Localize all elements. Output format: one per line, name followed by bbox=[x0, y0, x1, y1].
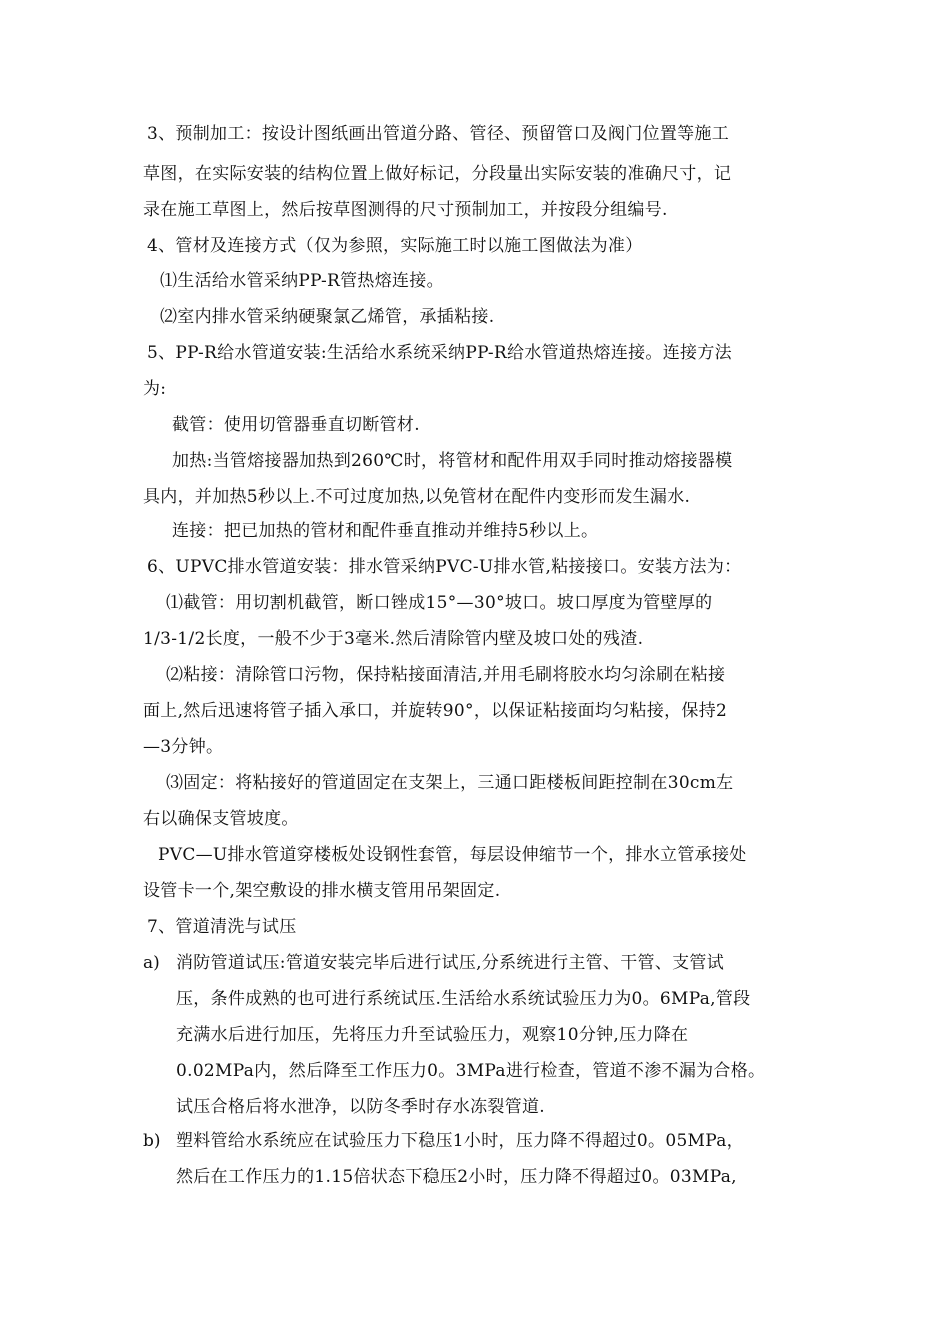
text-line: ⑵粘接：清除管口污物，保持粘接面清洁,并用毛刷将胶水均匀涂刷在粘接 bbox=[166, 665, 726, 685]
text-line: 4、管材及连接方式（仅为参照，实际施工时以施工图做法为准） bbox=[147, 236, 643, 256]
text-line: 右以确保支管坡度。 bbox=[143, 809, 299, 829]
text-line: 7、管道清洗与试压 bbox=[147, 917, 297, 937]
text-line: 截管：使用切管器垂直切断管材. bbox=[172, 415, 420, 435]
text-line: ⑴生活给水管采纳PP-R管热熔连接。 bbox=[160, 271, 444, 291]
text-line: 0.02MPa内，然后降至工作压力0。3MPa进行检查，管道不渗不漏为合格。 bbox=[176, 1061, 766, 1081]
list-marker-a: a) bbox=[143, 953, 160, 973]
text-line: —3分钟。 bbox=[143, 737, 224, 757]
text-line: 1/3-1/2长度，一般不少于3毫米.然后清除管内壁及坡口处的残渣. bbox=[143, 629, 644, 649]
text-line: 试压合格后将水泄净，以防冬季时存水冻裂管道. bbox=[176, 1097, 546, 1117]
text-line: 充满水后进行加压，先将压力升至试验压力，观察10分钟,压力降在 bbox=[176, 1025, 689, 1045]
text-line: 消防管道试压:管道安装完毕后进行试压,分系统进行主管、干管、支管试 bbox=[176, 953, 725, 973]
text-line: 5、PP-R给水管道安装:生活给水系统采纳PP-R给水管道热熔连接。连接方法 bbox=[147, 343, 732, 363]
list-marker-b: b) bbox=[143, 1131, 161, 1151]
text-line: 连接：把已加热的管材和配件垂直推动并维持5秒以上。 bbox=[172, 521, 599, 541]
text-line: 为: bbox=[143, 379, 167, 399]
text-line: 3、预制加工：按设计图纸画出管道分路、管径、预留管口及阀门位置等施工 bbox=[147, 124, 730, 144]
text-line: 具内，并加热5秒以上.不可过度加热,以免管材在配件内变形而发生漏水. bbox=[143, 487, 691, 507]
text-line: 设管卡一个,架空敷设的排水横支管用吊架固定. bbox=[143, 881, 501, 901]
text-line: 加热:当管熔接器加热到260℃时，将管材和配件用双手同时推动熔接器模 bbox=[172, 451, 733, 471]
text-line: 录在施工草图上，然后按草图测得的尺寸预制加工，并按段分组编号. bbox=[143, 200, 668, 220]
text-line: ⑵室内排水管采纳硬聚氯乙烯管，承插粘接. bbox=[160, 307, 495, 327]
text-line: 6、UPVC排水管道安装：排水管采纳PVC-U排水管,粘接接口。安装方法为： bbox=[147, 557, 742, 577]
text-line: 压，条件成熟的也可进行系统试压.生活给水系统试验压力为0。6MPa,管段 bbox=[176, 989, 751, 1009]
text-line: 草图，在实际安装的结构位置上做好标记，分段量出实际安装的准确尺寸，记 bbox=[143, 164, 732, 184]
text-line: ⑶固定：将粘接好的管道固定在支架上，三通口距楼板间距控制在30cm左 bbox=[166, 773, 734, 793]
text-line: 面上,然后迅速将管子插入承口，并旋转90°，以保证粘接面均匀粘接，保持2 bbox=[143, 701, 728, 721]
text-line: ⑴截管：用切割机截管，断口锉成15°—30°坡口。坡口厚度为管壁厚的 bbox=[166, 593, 713, 613]
text-line: 塑料管给水系统应在试验压力下稳压1小时，压力降不得超过0。05MPa， bbox=[176, 1131, 744, 1151]
text-line: PVC—U排水管道穿楼板处设钢性套管，每层设伸缩节一个，排水立管承接处 bbox=[158, 845, 747, 865]
text-line: 然后在工作压力的1.15倍状态下稳压2小时，压力降不得超过0。03MPa, bbox=[176, 1167, 737, 1187]
